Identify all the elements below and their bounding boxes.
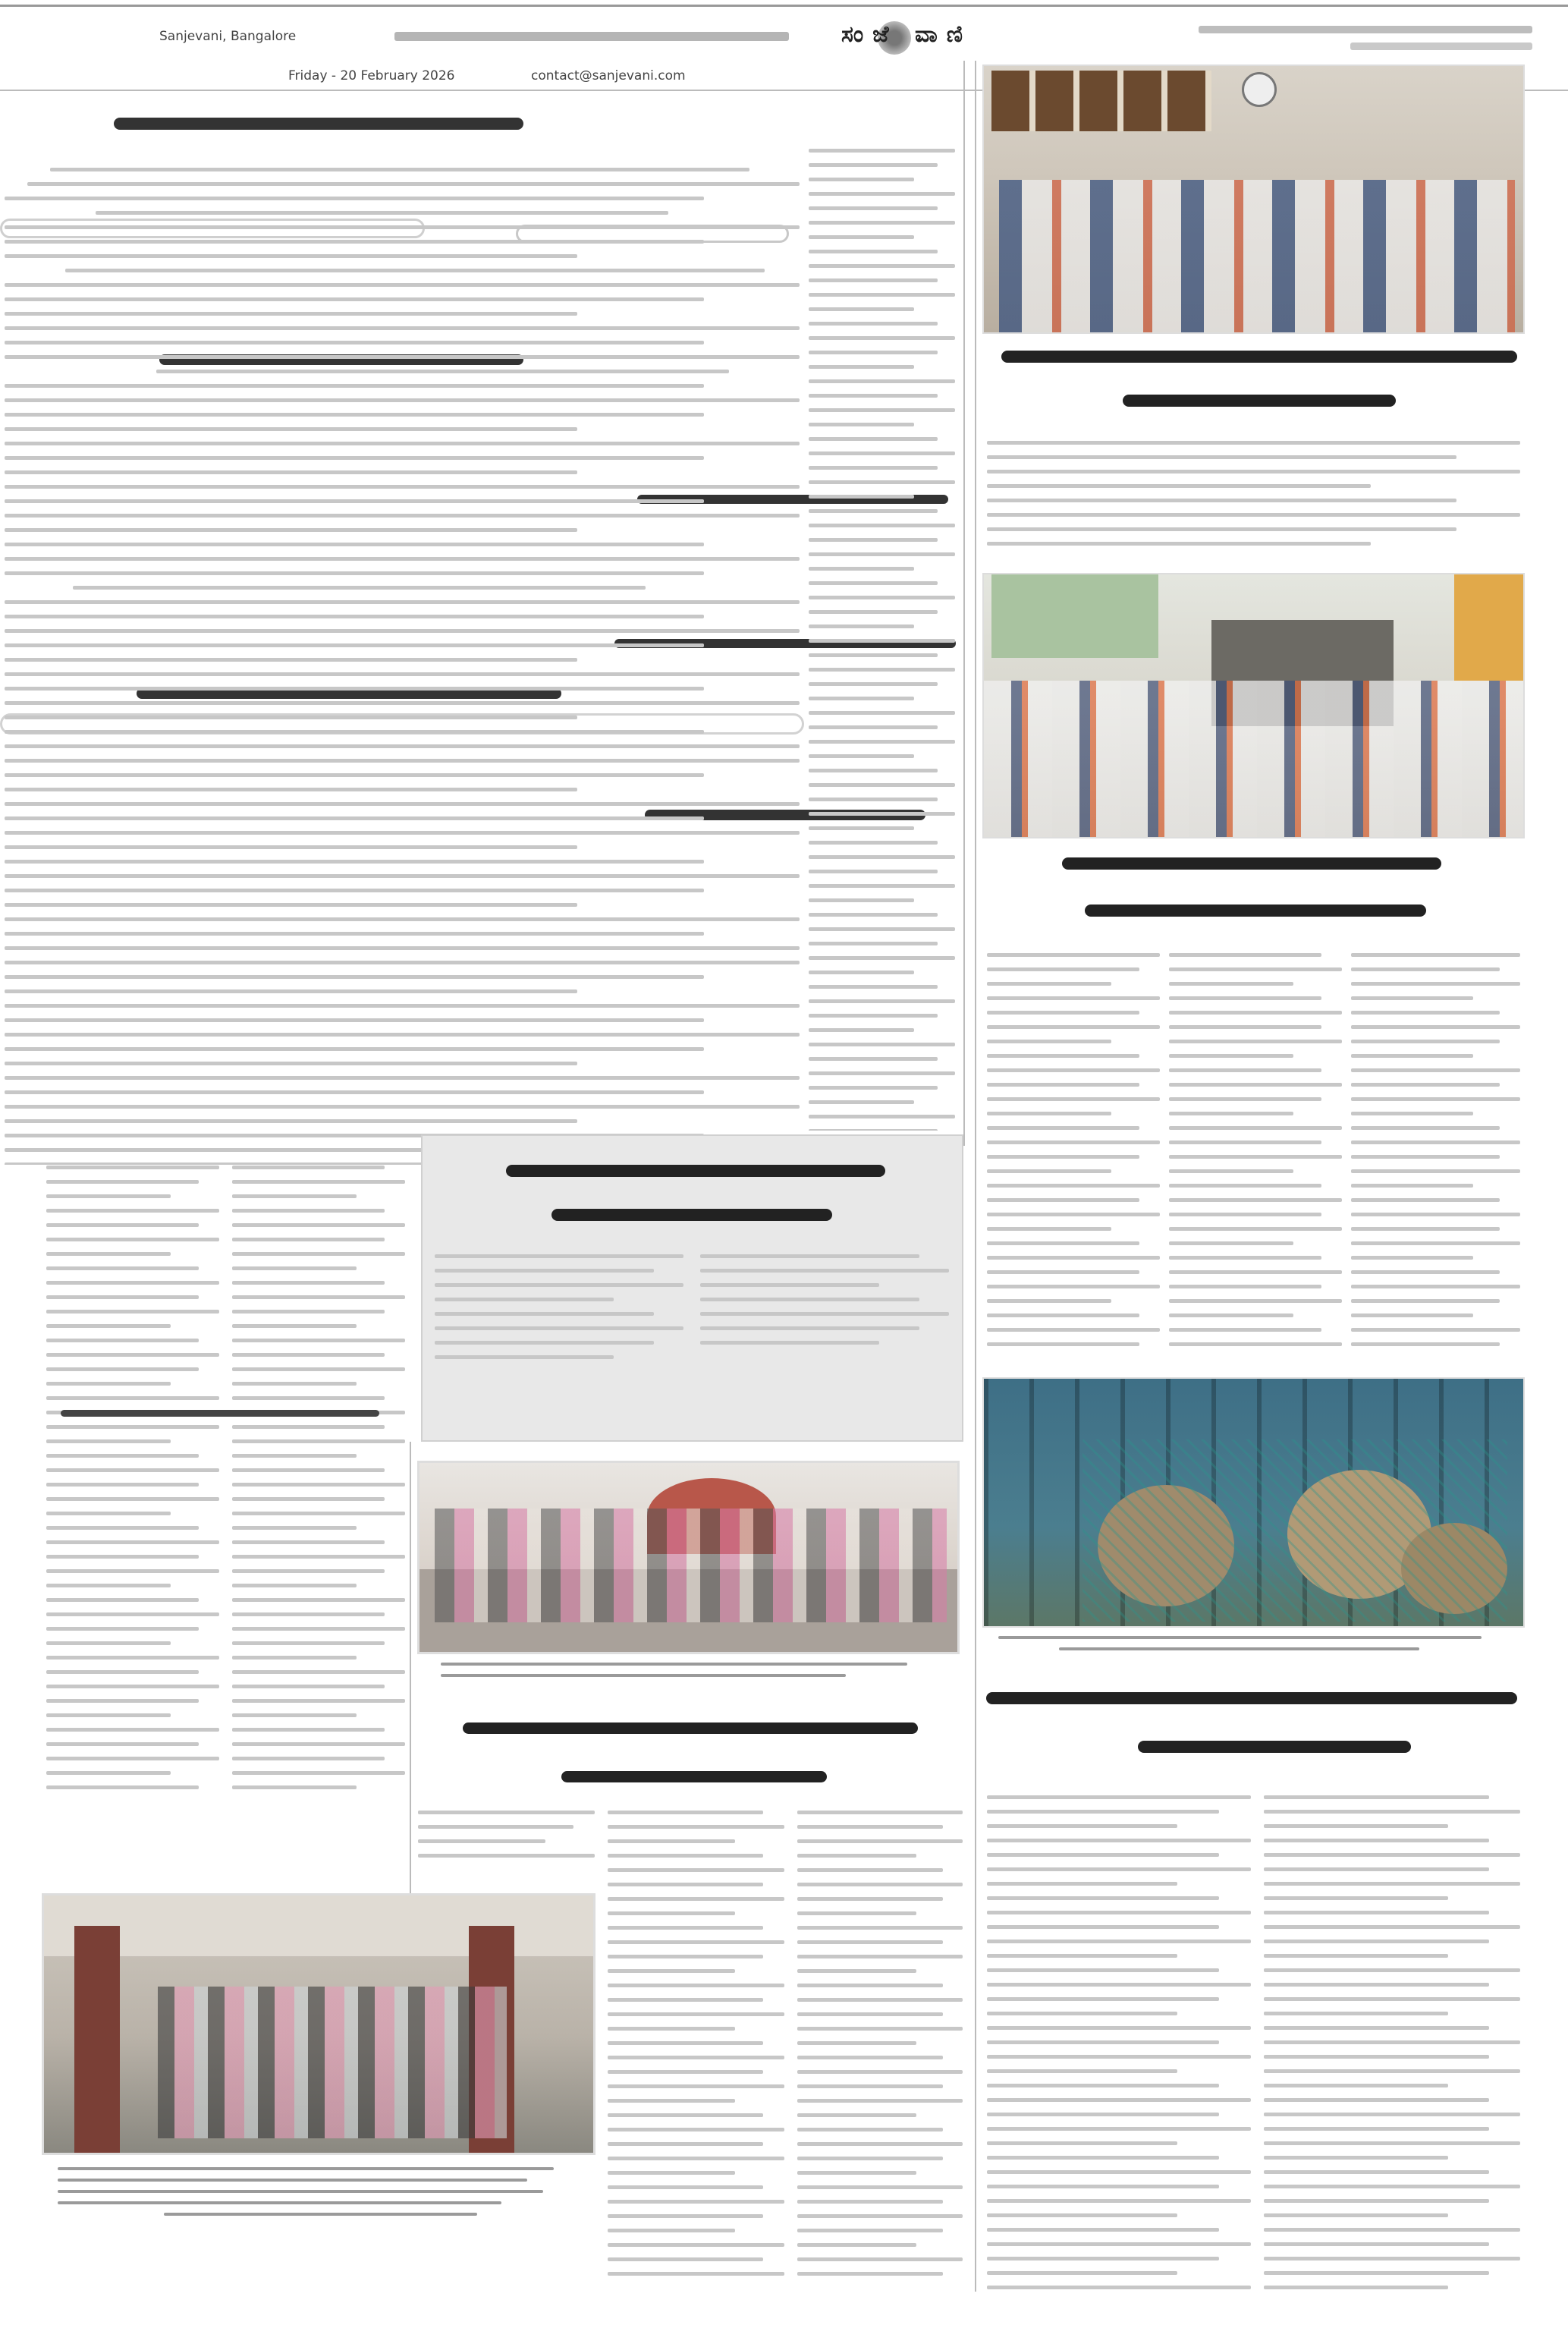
column-rule-center — [963, 61, 965, 1146]
headline-right-3a — [986, 1683, 1517, 1713]
headline-right-1b — [1123, 385, 1396, 416]
column-rule-right — [975, 61, 976, 2292]
gray-box-headline-2 — [551, 1200, 832, 1230]
photo-netted-animals-caption — [994, 1631, 1517, 1669]
center-right-column — [804, 144, 960, 1131]
right-text-3a — [982, 1791, 1255, 2292]
right-text-2c — [1346, 949, 1525, 1358]
photo-building-group-caption — [53, 2163, 584, 2254]
photo-cooperative-group — [982, 573, 1525, 838]
headline-right-1a — [1001, 341, 1517, 372]
right-text-3b — [1259, 1791, 1525, 2292]
top-rule — [0, 5, 1568, 7]
masthead-text: ಸಂಜೆ ವಾಣಿ — [841, 21, 973, 48]
header-bar — [46, 15, 1532, 83]
gray-feature-box — [421, 1134, 963, 1442]
gray-box-headline-1 — [506, 1156, 885, 1186]
lower-left-text-b — [228, 1161, 410, 1844]
right-text-2a — [982, 949, 1164, 1358]
lower-center-text-a — [413, 1806, 599, 1889]
right-text-1 — [982, 436, 1525, 558]
gray-box-text-b — [696, 1250, 954, 1432]
lower-center-text-b — [603, 1806, 789, 2284]
masthead-title — [808, 20, 1005, 65]
contact-email: contact@sanjevani.com — [531, 68, 686, 83]
lower-left-text-a — [42, 1161, 224, 1844]
headline-right-3b — [1138, 1732, 1411, 1762]
headline-center-photo-2 — [561, 1762, 827, 1791]
right-text-2b — [1164, 949, 1346, 1358]
headline-right-2b — [1085, 895, 1426, 926]
photo-felicitation-office — [982, 64, 1525, 334]
headline-left-1 — [83, 110, 554, 148]
header-right-line-1 — [1199, 26, 1532, 33]
photo-netted-animals — [982, 1377, 1525, 1628]
smeared-text-block-1 — [0, 163, 804, 1165]
headline-right-2a — [1062, 848, 1441, 879]
lower-center-text-c — [793, 1806, 967, 2284]
phone-line — [394, 32, 789, 41]
photo-group-sashes-caption — [436, 1658, 952, 1696]
subhead-left-bottom — [61, 1405, 379, 1422]
photo-building-group — [42, 1893, 595, 2155]
issue-date: Friday - 20 February 2026 — [288, 68, 455, 83]
publication-name: Sanjevani, Bangalore — [159, 29, 297, 44]
photo-group-sashes — [417, 1461, 960, 1654]
column-rule-lower — [410, 1442, 411, 1897]
header-right-line-2 — [1350, 42, 1532, 50]
gray-box-text-a — [430, 1250, 688, 1432]
headline-center-photo-1 — [463, 1713, 918, 1742]
